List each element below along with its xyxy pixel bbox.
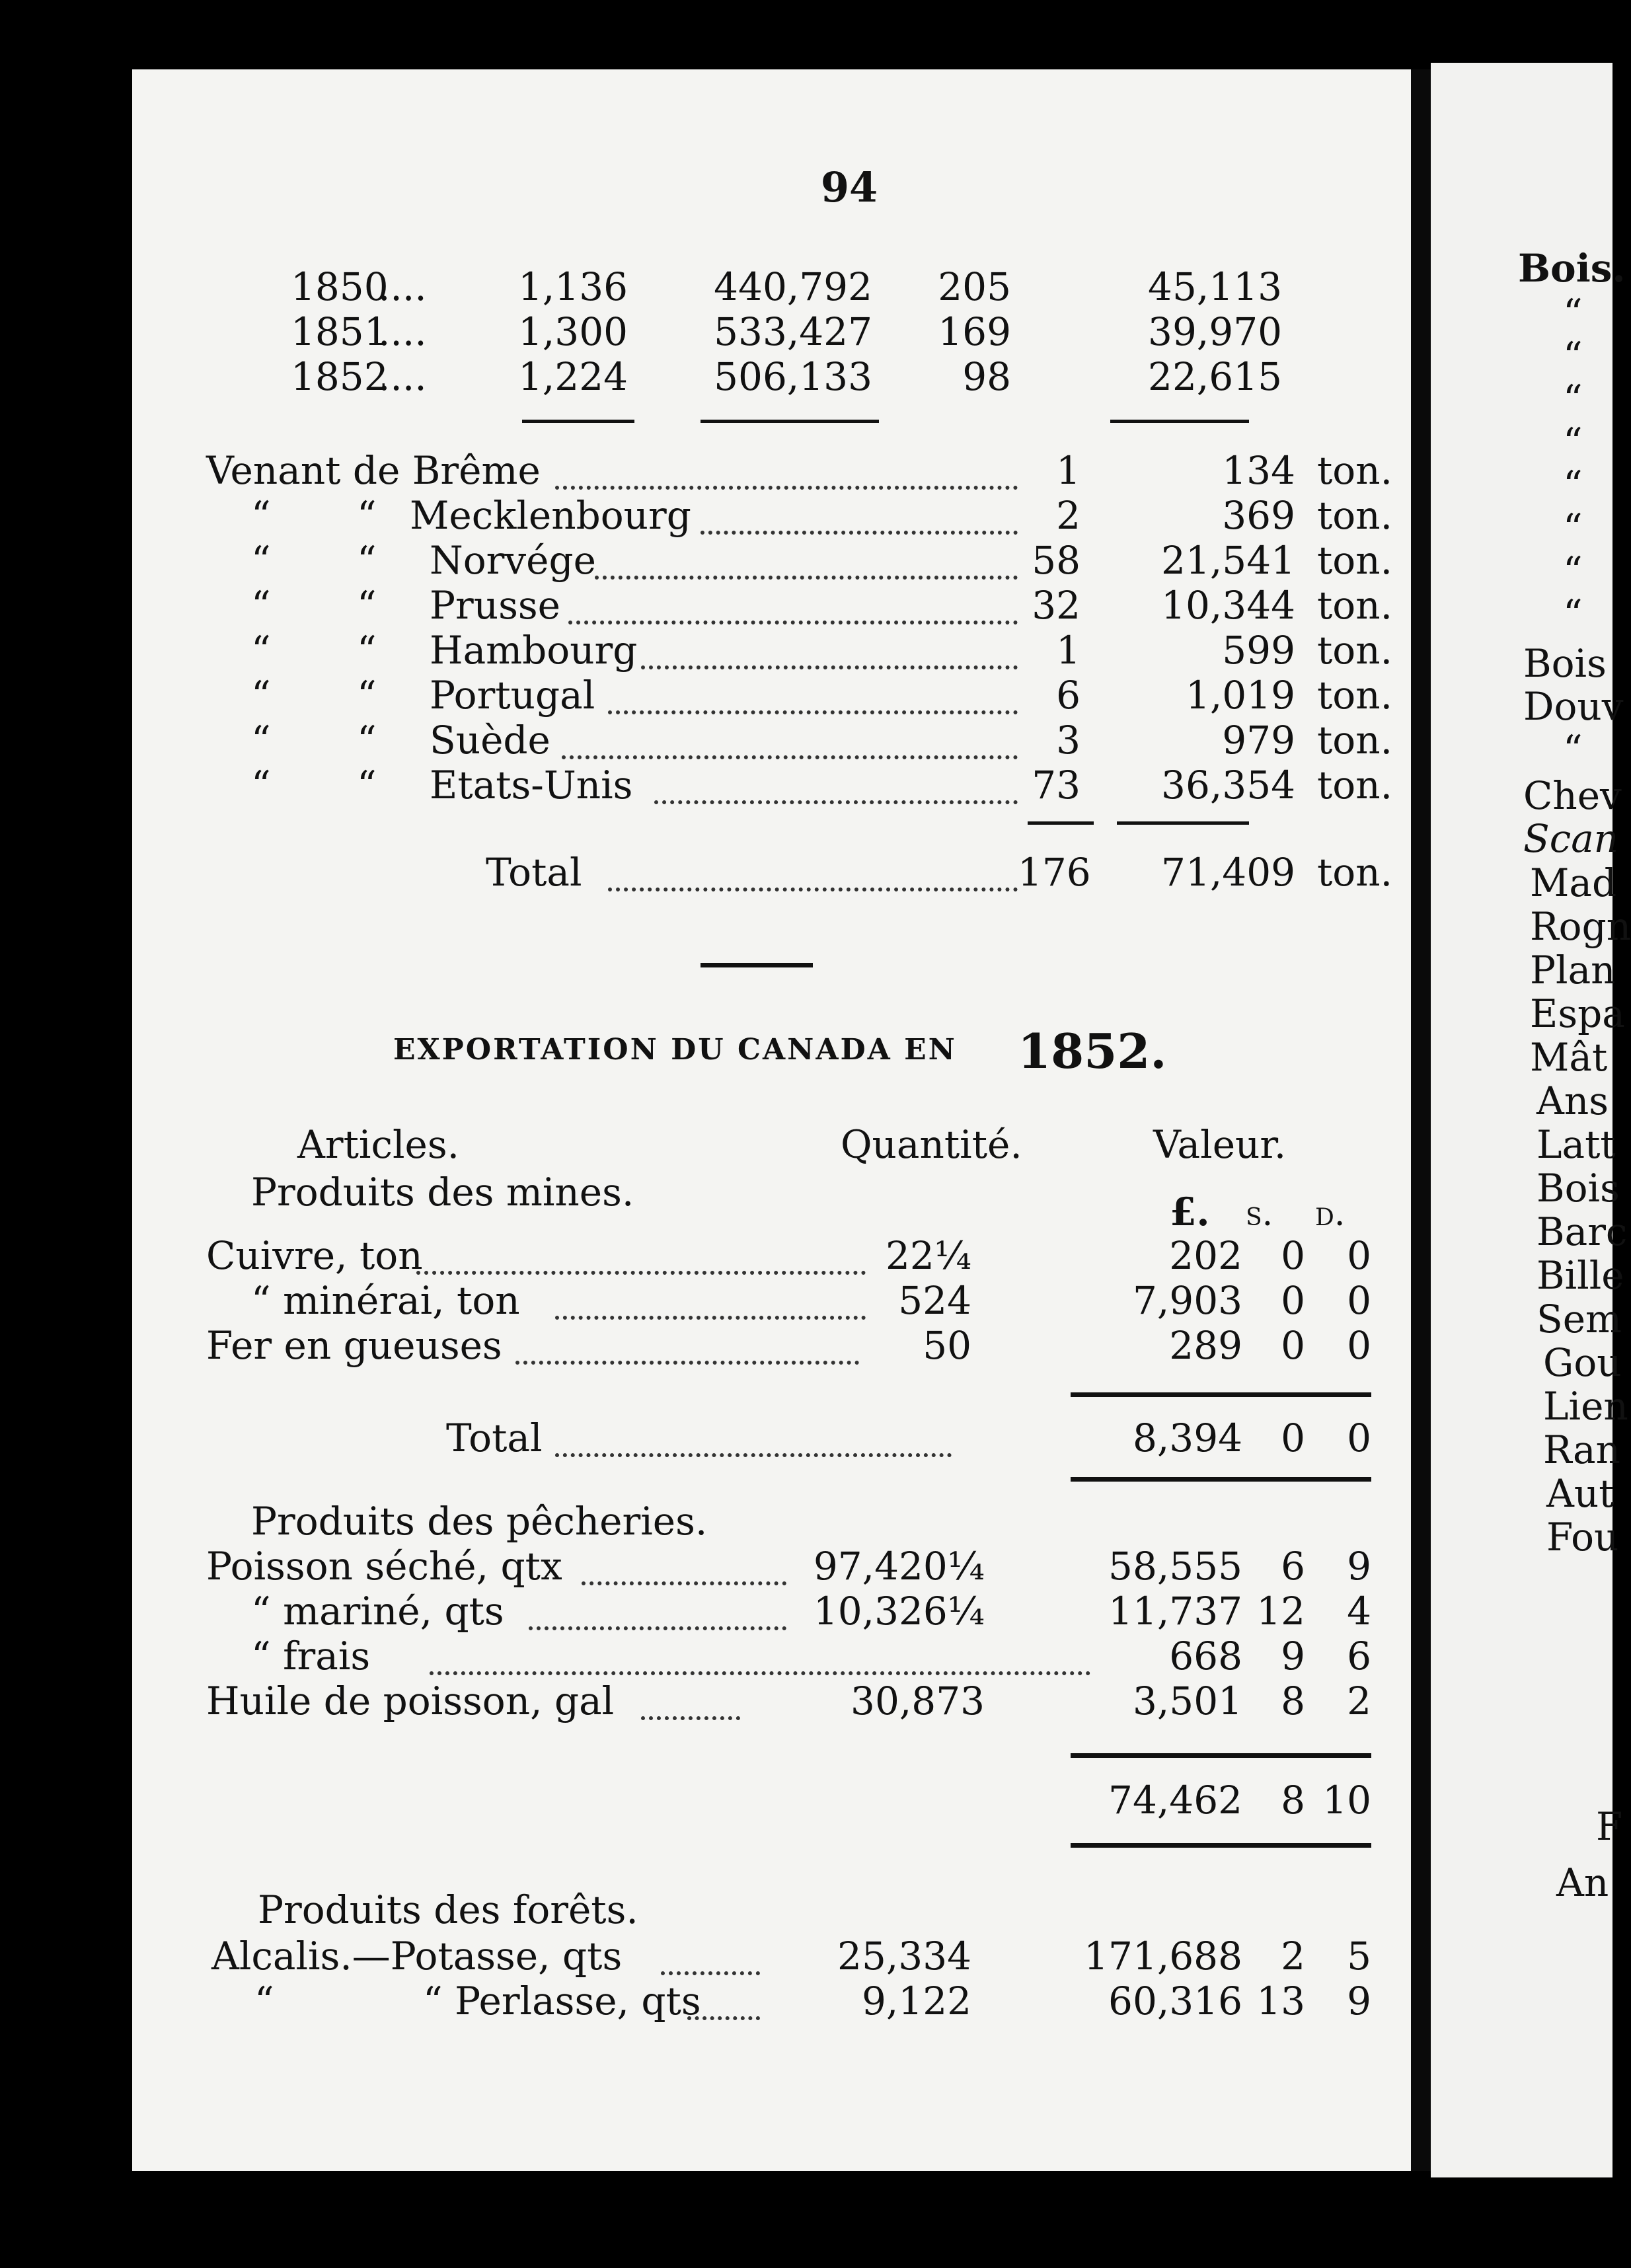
pound-cell: 60,316 xyxy=(1108,1979,1242,2023)
leader-dots xyxy=(562,755,1018,759)
article-label: “ Perlasse, qts xyxy=(423,1979,701,2023)
shilling-cell: 9 xyxy=(1281,1634,1305,1679)
next-page-fragment: “ xyxy=(1563,291,1583,336)
pence-cell: 9 xyxy=(1347,1979,1371,2023)
ditto-mark: “ xyxy=(251,493,271,538)
pence-cell: 2 xyxy=(1347,1679,1371,1723)
next-page-fragment: Mât xyxy=(1530,1035,1608,1080)
column-rule xyxy=(1028,821,1094,825)
tonnage-cell: 22,615 xyxy=(1148,354,1282,399)
next-page-fragment: “ xyxy=(1563,506,1583,550)
qty-cell: 10,326¼ xyxy=(813,1589,985,1634)
section-title-year: 1852. xyxy=(1018,1023,1167,1079)
next-page-edge xyxy=(1431,63,1631,2177)
pence-cell: 0 xyxy=(1347,1416,1371,1460)
qty-cell: 524 xyxy=(898,1278,971,1323)
article-label: “ frais xyxy=(251,1634,371,1679)
next-page-fragment: “ xyxy=(1563,591,1583,636)
next-page-fragment: “ xyxy=(1563,420,1583,465)
shilling-cell: 2 xyxy=(1281,1934,1305,1979)
unit-cell: ton. xyxy=(1317,850,1393,895)
qty-cell: 30,873 xyxy=(851,1679,985,1723)
value-cell: 1,019 xyxy=(1185,673,1295,718)
next-page-fragment: An xyxy=(1556,1860,1609,1905)
pence-cell: 5 xyxy=(1347,1934,1371,1979)
ditto-mark: “ xyxy=(357,493,377,538)
next-page-fragment: Chev xyxy=(1523,773,1622,818)
shilling-cell: 8 xyxy=(1281,1679,1305,1723)
leader-dots xyxy=(416,1271,866,1275)
tonnage-cell: 45,113 xyxy=(1148,264,1282,309)
qty-cell: 9,122 xyxy=(861,1979,971,2023)
value-cell: 10,344 xyxy=(1161,583,1295,628)
article-label: Poisson séché, qtx xyxy=(206,1544,562,1589)
column-header-valeur: Valeur. xyxy=(1153,1122,1287,1167)
leader-dots xyxy=(641,1716,740,1720)
column-rule xyxy=(1071,1753,1371,1758)
next-page-fragment: Bois. xyxy=(1518,246,1626,291)
tonnage-cell: 533,427 xyxy=(714,309,872,354)
ditto-mark: “ xyxy=(251,673,271,718)
ditto-mark: “ xyxy=(357,628,377,673)
pound-cell: 668 xyxy=(1169,1634,1242,1679)
column-header-quantite: Quantité. xyxy=(841,1122,1022,1167)
pence-cell: 0 xyxy=(1347,1278,1371,1323)
pound-cell: 171,688 xyxy=(1084,1934,1242,1979)
ditto-mark: “ xyxy=(251,583,271,628)
column-rule xyxy=(1110,420,1249,423)
value-cell: 36,354 xyxy=(1161,763,1295,808)
next-page-fragment: “ xyxy=(1563,377,1583,422)
pound-cell: 3,501 xyxy=(1132,1679,1242,1723)
column-rule xyxy=(1071,1392,1371,1397)
pence-cell: 0 xyxy=(1347,1233,1371,1278)
pence-cell: 9 xyxy=(1347,1544,1371,1589)
qty-cell: 73 xyxy=(1032,763,1081,808)
subsection-heading: Produits des forêts. xyxy=(258,1887,638,1932)
leader-dots xyxy=(661,1971,760,1975)
next-page-fragment: “ xyxy=(1563,727,1583,772)
origin-label: Portugal xyxy=(430,673,595,718)
unit-cell: ton. xyxy=(1317,628,1393,673)
unit-cell: ton. xyxy=(1317,583,1393,628)
ditto-mark: “ xyxy=(357,718,377,763)
next-page-fragment: F xyxy=(1596,1804,1623,1849)
unit-cell: ton. xyxy=(1317,763,1393,808)
shilling-cell: 0 xyxy=(1281,1323,1305,1368)
qty-cell: 58 xyxy=(1032,538,1081,583)
shilling-cell: 13 xyxy=(1256,1979,1305,2023)
ditto-mark: “ xyxy=(251,763,271,808)
page-number: 94 xyxy=(820,163,878,211)
section-divider xyxy=(701,963,813,967)
vessels-cell: 205 xyxy=(938,264,1011,309)
next-page-fragment: Bois xyxy=(1536,1166,1620,1211)
next-page-fragment: Fou xyxy=(1546,1515,1619,1560)
vessels-cell: 98 xyxy=(962,354,1011,399)
year-cell: 1851 xyxy=(291,309,389,354)
qty-cell: 2 xyxy=(1056,493,1081,538)
year-cell: 1852 xyxy=(291,354,389,399)
pence-cell: 4 xyxy=(1347,1589,1371,1634)
leader-dots xyxy=(608,710,1018,714)
qty-cell: 50 xyxy=(923,1323,971,1368)
total-label: Total xyxy=(446,1416,543,1460)
leader-dots xyxy=(515,1361,859,1365)
origin-label: Etats-Unis xyxy=(430,763,633,808)
article-label: “ mariné, qts xyxy=(251,1589,504,1634)
section-title-text: EXPORTATION DU CANADA EN xyxy=(393,1033,957,1067)
value-cell: 979 xyxy=(1222,718,1295,763)
ditto-mark: “ xyxy=(251,628,271,673)
next-page-fragment: Ran xyxy=(1543,1427,1620,1472)
leader-dots xyxy=(595,576,1018,580)
pound-cell: 8,394 xyxy=(1132,1416,1242,1460)
ditto-mark: “ xyxy=(357,673,377,718)
unit-cell: ton. xyxy=(1317,718,1393,763)
pence-cell: 6 xyxy=(1347,1634,1371,1679)
subsection-heading: Produits des mines. xyxy=(251,1170,634,1215)
next-page-fragment: Rogn xyxy=(1530,904,1631,949)
shilling-cell: 6 xyxy=(1281,1544,1305,1589)
next-page-fragment: Sem xyxy=(1536,1297,1622,1342)
next-page-fragment: Bille xyxy=(1536,1253,1624,1298)
qty-cell: 97,420¼ xyxy=(813,1544,985,1589)
value-cell: 599 xyxy=(1222,628,1295,673)
article-label: Cuivre, ton xyxy=(206,1233,423,1278)
leader-dots: .... xyxy=(378,354,427,399)
qty-cell: 25,334 xyxy=(837,1934,971,1979)
ditto-mark: “ xyxy=(357,538,377,583)
leader-dots xyxy=(555,1453,952,1457)
qty-cell: 32 xyxy=(1032,583,1081,628)
tonnage-cell: 440,792 xyxy=(714,264,872,309)
column-header-pound: £. xyxy=(1170,1190,1210,1234)
column-rule xyxy=(1071,1843,1371,1848)
shilling-cell: 0 xyxy=(1281,1233,1305,1278)
next-page-fragment: “ xyxy=(1563,548,1583,593)
qty-cell: 3 xyxy=(1056,718,1081,763)
column-rule xyxy=(701,420,879,423)
column-rule xyxy=(1071,1477,1371,1482)
shilling-cell: 0 xyxy=(1281,1416,1305,1460)
next-page-fragment: Lien xyxy=(1543,1384,1628,1429)
tonnage-cell: 506,133 xyxy=(714,354,872,399)
column-header-articles: Articles. xyxy=(297,1122,460,1167)
qty-cell: 1 xyxy=(1056,628,1081,673)
vessels-cell: 1,136 xyxy=(517,264,628,309)
article-label: “ minérai, ton xyxy=(251,1278,520,1323)
ditto-mark: “ xyxy=(254,1979,274,2023)
leader-dots xyxy=(687,2016,760,2020)
origin-label: Venant de Brême xyxy=(206,448,541,493)
article-label: Huile de poisson, gal xyxy=(206,1679,615,1723)
pence-cell: 10 xyxy=(1322,1778,1371,1823)
unit-cell: ton. xyxy=(1317,538,1393,583)
origin-label: Prusse xyxy=(430,583,560,628)
total-label: Total xyxy=(486,850,582,895)
unit-cell: ton. xyxy=(1317,493,1393,538)
ditto-mark: “ xyxy=(251,718,271,763)
qty-cell: 176 xyxy=(1018,850,1091,895)
qty-cell: 1 xyxy=(1056,448,1081,493)
leader-dots xyxy=(430,1671,1090,1675)
leader-dots xyxy=(555,1316,866,1320)
vessels-cell: 1,224 xyxy=(517,354,628,399)
leader-dots xyxy=(608,888,1018,891)
ditto-mark: “ xyxy=(357,583,377,628)
next-page-fragment: “ xyxy=(1563,463,1583,508)
unit-cell: ton. xyxy=(1317,448,1393,493)
leader-dots xyxy=(568,621,1018,624)
origin-label: Mecklenbourg xyxy=(410,493,691,538)
next-page-fragment: Ans xyxy=(1536,1078,1609,1123)
next-page-fragment: Gou xyxy=(1543,1340,1622,1385)
page-gutter xyxy=(1411,69,1431,2171)
vessels-cell: 169 xyxy=(938,309,1011,354)
value-cell: 369 xyxy=(1222,493,1295,538)
column-rule xyxy=(522,420,634,423)
pence-cell: 0 xyxy=(1347,1323,1371,1368)
unit-cell: ton. xyxy=(1317,673,1393,718)
shilling-cell: 0 xyxy=(1281,1278,1305,1323)
left-page xyxy=(132,69,1411,2171)
pound-cell: 7,903 xyxy=(1132,1278,1242,1323)
shilling-cell: 12 xyxy=(1256,1589,1305,1634)
vessels-cell: 1,300 xyxy=(517,309,628,354)
column-header-shillings: s. xyxy=(1246,1194,1273,1234)
pound-cell: 289 xyxy=(1169,1323,1242,1368)
qty-cell: 6 xyxy=(1056,673,1081,718)
value-cell: 134 xyxy=(1222,448,1295,493)
subsection-heading: Produits des pêcheries. xyxy=(251,1499,708,1544)
leader-dots xyxy=(654,800,1018,804)
next-page-fragment: Aut xyxy=(1546,1471,1614,1516)
shilling-cell: 8 xyxy=(1281,1778,1305,1823)
ditto-mark: “ xyxy=(357,763,377,808)
leader-dots xyxy=(641,665,1018,669)
origin-label: Norvége xyxy=(430,538,596,583)
next-page-fragment: Mad xyxy=(1530,860,1617,905)
next-page-fragment: Douv xyxy=(1523,684,1624,729)
column-rule xyxy=(1117,821,1249,825)
leader-dots xyxy=(555,486,1018,490)
year-cell: 1850 xyxy=(291,264,389,309)
next-page-fragment: Plan xyxy=(1530,948,1616,993)
leader-dots xyxy=(582,1581,786,1585)
column-header-pence: d. xyxy=(1315,1194,1346,1234)
value-cell: 71,409 xyxy=(1161,850,1295,895)
origin-label: Hambourg xyxy=(430,628,638,673)
leader-dots xyxy=(701,531,1018,535)
value-cell: 21,541 xyxy=(1161,538,1295,583)
next-page-fragment: Scan xyxy=(1523,816,1619,861)
ditto-mark: “ xyxy=(251,538,271,583)
next-page-fragment: Bois xyxy=(1523,641,1607,686)
next-page-fragment: “ xyxy=(1563,334,1583,379)
article-label: Alcalis.—Potasse, qts xyxy=(211,1934,623,1979)
leader-dots: .... xyxy=(378,309,427,354)
pound-cell: 58,555 xyxy=(1108,1544,1242,1589)
leader-dots xyxy=(529,1626,786,1630)
next-page-fragment: Latt xyxy=(1536,1122,1616,1167)
pound-cell: 74,462 xyxy=(1108,1778,1242,1823)
qty-cell: 22¼ xyxy=(885,1233,971,1278)
next-page-fragment: Barc xyxy=(1536,1209,1628,1254)
origin-label: Suède xyxy=(430,718,550,763)
pound-cell: 202 xyxy=(1169,1233,1242,1278)
tonnage-cell: 39,970 xyxy=(1148,309,1282,354)
leader-dots: .... xyxy=(378,264,427,309)
next-page-fragment: Espa xyxy=(1530,991,1625,1036)
article-label: Fer en gueuses xyxy=(206,1323,502,1368)
pound-cell: 11,737 xyxy=(1108,1589,1242,1634)
